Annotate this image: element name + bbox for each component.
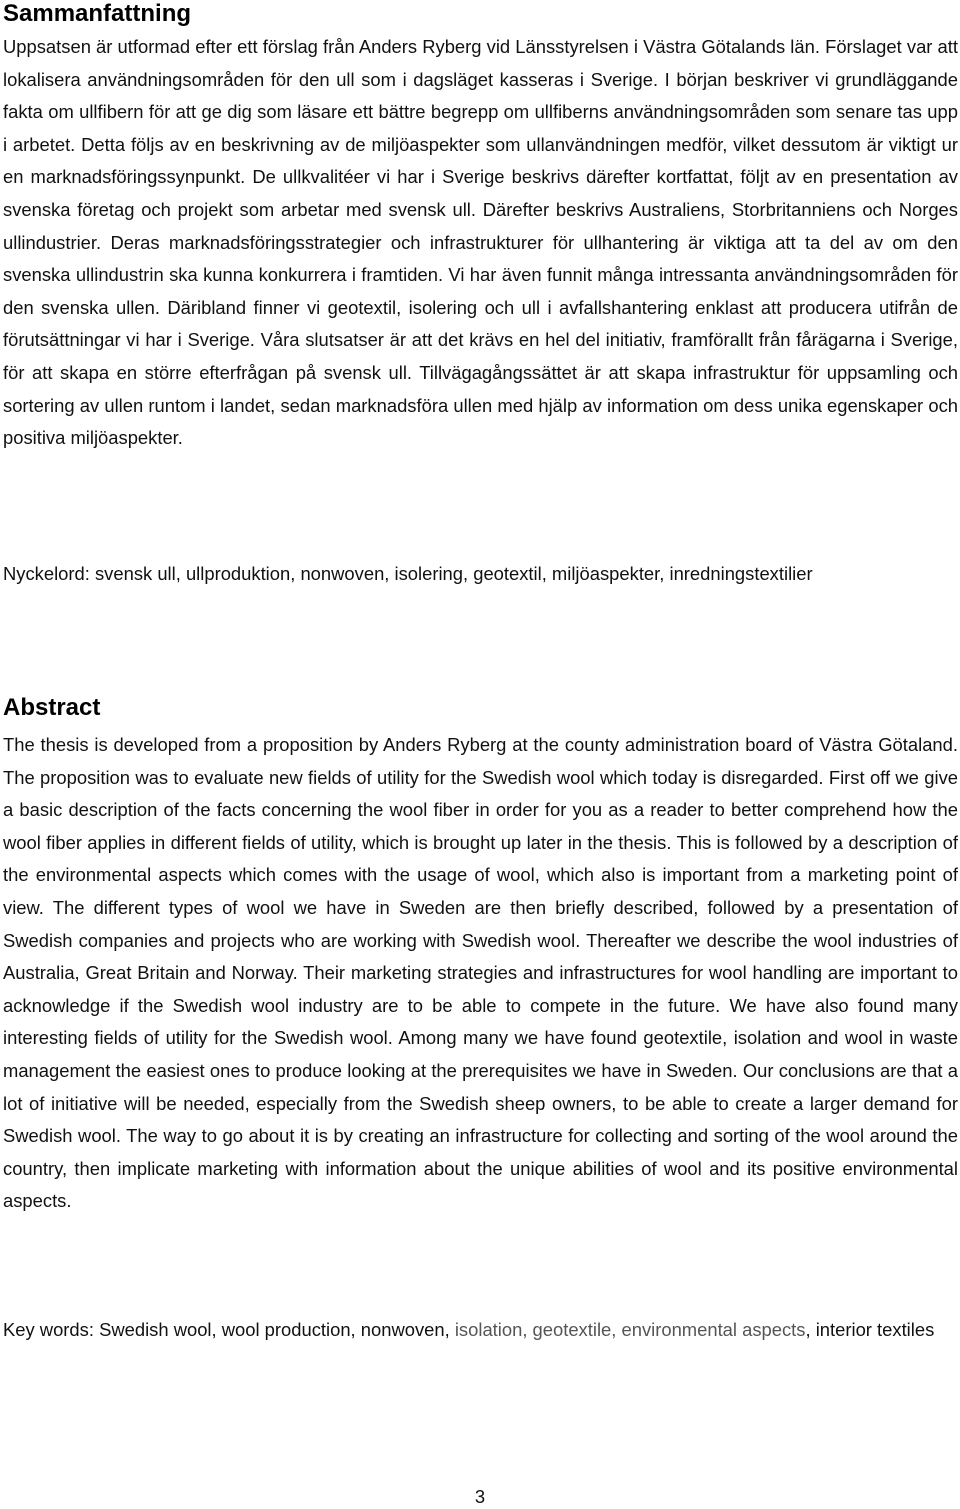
- sammanfattning-keywords: Nyckelord: svensk ull, ullproduktion, nonwoven, isolering, geotextil, miljöaspekter, inredningstextilier: [3, 563, 813, 584]
- abstract-keywords-part3: , interior textiles: [805, 1319, 935, 1340]
- sammanfattning-paragraph: Uppsatsen är utformad efter ett förslag från Anders Ryberg vid Länsstyrelsen i Västra Götalands län. Förslaget var att lokalisera användningsområden för den ull som i dagsläget kasseras i Sverige. I början beskriver vi grundläggande fakta om ullfibern för att ge dig som läsare ett bättre begrepp om ullfiberns användningsområden som senare tas upp i arbetet. Detta följs av en beskrivning av de miljöaspekter som ullanvändningen medför, vilket dessutom är viktigt ur en marknadsföringssynpunkt. De ullkvalitéer vi har i Sverige beskrivs därefter kortfattat, följt av en presentation av svenska företag och projekt som arbetar med svensk ull. Därefter beskrivs Australiens, Storbritanniens och Norges ullindustrier. Deras marknadsföringsstrategier och infrastrukturer för ullhantering är viktiga att ta del av om den svenska ullindustrin ska kunna konkurrera i framtiden. Vi har även funnit många intressanta användningsområden för den svenska ullen. Däribland finner vi geotextil, isolering och ull i avfallshantering enklast att producera utifrån de förutsättningar vi har i Sverige. Våra slutsatser är att det krävs en hel del initiativ, framförallt från fårägarna i Sverige, för att skapa en större efterfrågan på svensk ull. Tillvägagångssättet är att skapa infrastruktur för uppsamling och sortering av ullen runtom i landet, sedan marknadsföra ullen med hjälp av information om dess unika egenskaper och positiva miljöaspekter.: [3, 36, 958, 449]
- sammanfattning-heading: Sammanfattning: [3, 0, 192, 27]
- abstract-keywords-part2: isolation, geotextile, environmental aspects: [454, 1319, 806, 1340]
- abstract-keywords-part1: Key words: Swedish wool, wool production, nonwoven,: [3, 1319, 455, 1340]
- abstract-keywords: [3, 1314, 958, 1347]
- abstract-heading: Abstract: [3, 694, 101, 721]
- abstract-paragraph: The thesis is developed from a proposition by Anders Ryberg at the county administration board of Västra Götaland. The proposition was to evaluate new fields of utility for the Swedish wool which today is disregarded. First off we give a basic description of the facts concerning the wool fiber in order for you as a reader to better comprehend how the wool fiber applies in different fields of utility, which is brought up later in the thesis. This is followed by a description of the environmental aspects which comes with the usage of wool, which also is important from a marketing point of view. The different types of wool we have in Sweden are then briefly described, followed by a presentation of Swedish companies and projects who are working with Swedish wool. Thereafter we describe the wool industries of Australia, Great Britain and Norway. Their marketing strategies and infrastructures for wool handling are important to acknowledge if the Swedish wool industry are to be able to compete in the future. We have also found many interesting fields of utility for the Swedish wool. Among many we have found geotextile, isolation and wool in waste management the easiest ones to produce looking at the prerequisites we have in Sweden. Our conclusions are that a lot of initiative will be needed, especially from the Swedish sheep owners, to be able to create a larger demand for Swedish wool. The way to go about it is by creating an infrastructure for collecting and sorting of the wool around the country, then implicate marketing with information about the unique abilities of wool and its positive environmental aspects.: [3, 734, 958, 1212]
- page-number: 3: [474, 1486, 486, 1507]
